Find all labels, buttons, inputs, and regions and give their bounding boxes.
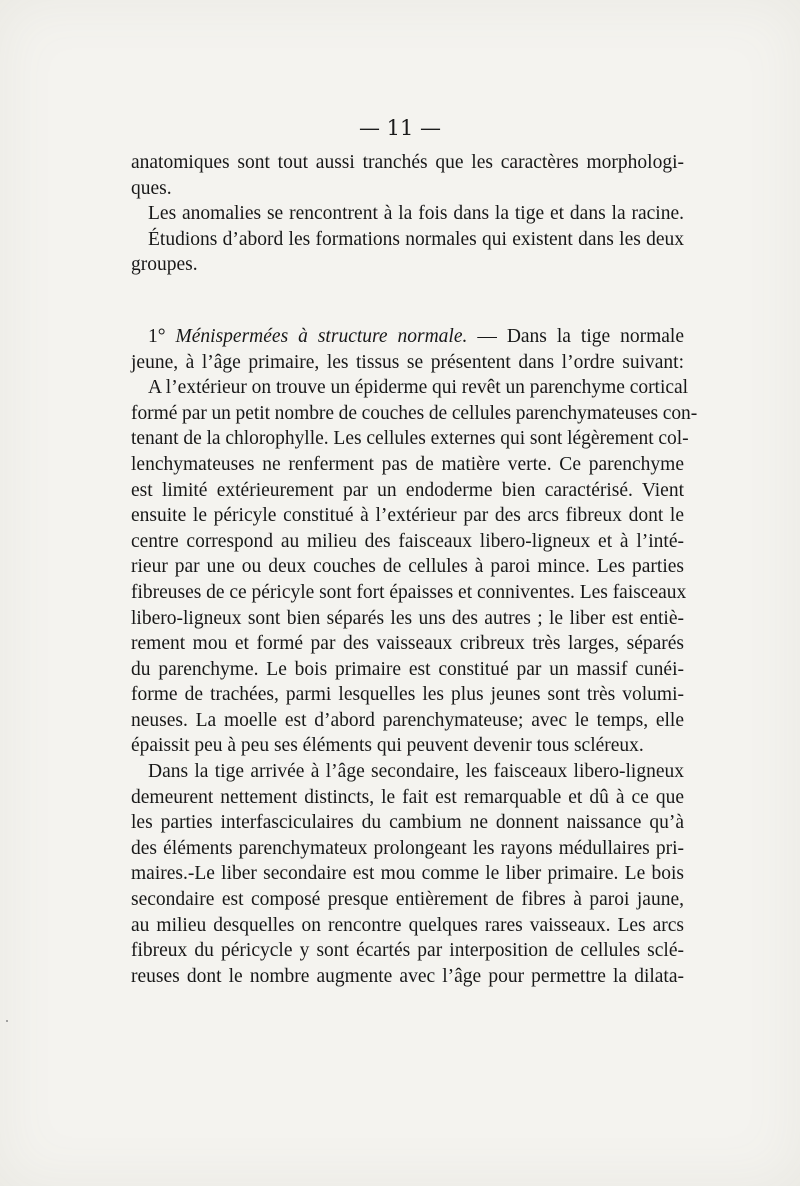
section-number: 1° <box>148 325 166 347</box>
text-line: jeune, à l’âge primaire, les tissus se présentent dans l’ordre suivant: <box>131 351 684 373</box>
paragraph-1 <box>131 150 684 201</box>
text-line: rieur par une ou deux couches de cellules à paroi mince. Les parties <box>131 556 684 578</box>
text-line: les parties interfasciculaires du cambium ne donnent naissance qu’à <box>131 812 684 834</box>
section-heading-rest: — Dans la tige normale <box>477 325 684 347</box>
text-line: est limité extérieurement par un endoderme bien caractérisé. Vient <box>131 479 684 501</box>
text-line: épaissit peu à peu ses éléments qui peuvent devenir tous scléreux. <box>131 735 644 757</box>
text-line: Étudions d’abord les formations normales qui existent dans les deux <box>148 228 684 250</box>
text-line: reuses dont le nombre augmente avec l’âge pour permettre la dilata- <box>131 965 684 987</box>
body-text <box>131 150 698 989</box>
text-line: formé par un petit nombre de couches de cellules parenchymateuses con- <box>131 402 698 424</box>
text-line: tenant de la chlorophylle. Les cellules externes qui sont légèrement col- <box>131 428 689 450</box>
text-line: neuses. La moelle est d’abord parenchymateuse; avec le temps, elle <box>131 709 684 731</box>
text-line: demeurent nettement distincts, le fait est remarquable et dû à ce que <box>131 786 684 808</box>
paragraph-section-heading <box>131 324 684 375</box>
text-line: du parenchyme. Le bois primaire est constitué par un massif cunéi- <box>131 658 684 680</box>
page-number: — 11 — <box>358 116 442 140</box>
text-line: anatomiques sont tout aussi tranchés que les caractères morphologi- <box>131 152 684 173</box>
paragraph-2 <box>131 201 684 227</box>
text-line: ensuite le péricyle constitué à l’extérieur par des arcs fibreux dont le <box>131 505 684 527</box>
text-line: Dans la tige arrivée à l’âge secondaire, les faisceaux libero-ligneux <box>148 761 684 783</box>
section-heading-line <box>131 324 684 350</box>
text-line: fibreuses de ce péricyle sont fort épaisses et conniventes. Les faisceaux <box>131 581 687 603</box>
text-line: Les anomalies se rencontrent à la fois dans la tige et dans la racine. <box>148 203 684 225</box>
text-line: A l’extérieur on trouve un épiderme qui revêt un parenchyme cortical <box>148 377 689 399</box>
text-line: au milieu desquelles on rencontre quelques rares vaisseaux. Les arcs <box>131 914 684 936</box>
section-title: Ménispermées à structure normale. <box>175 325 468 347</box>
paper-speck <box>6 1020 8 1022</box>
text-line: fibreux du péricycle y sont écartés par interposition de cellules sclé- <box>131 940 684 962</box>
paragraph-6 <box>131 759 684 989</box>
text-line: forme de trachées, parmi lesquelles les plus jeunes sont très volumi- <box>131 684 684 706</box>
text-line: secondaire est composé presque entièrement de fibres à paroi jaune, <box>131 889 684 911</box>
text-line: rement mou et formé par des vaisseaux cribreux très larges, séparés <box>131 633 684 655</box>
text-line: centre correspond au milieu des faisceaux libero-ligneux et à l’inté- <box>131 530 684 552</box>
text-line: libero-ligneux sont bien séparés les uns des autres ; le liber est entiè- <box>131 607 684 629</box>
text-line: des éléments parenchymateux prolongeant les rayons médullaires pri- <box>131 837 684 859</box>
paragraph-5 <box>131 375 698 759</box>
text-line: lenchymateuses ne renferment pas de matière verte. Ce parenchyme <box>131 453 684 475</box>
text-line: ques. <box>131 177 172 199</box>
section-gap <box>131 278 684 324</box>
paragraph-3 <box>131 227 684 278</box>
text-line: maires.‑Le liber secondaire est mou comme le liber primaire. Le bois <box>131 863 684 885</box>
text-line: groupes. <box>131 254 198 276</box>
